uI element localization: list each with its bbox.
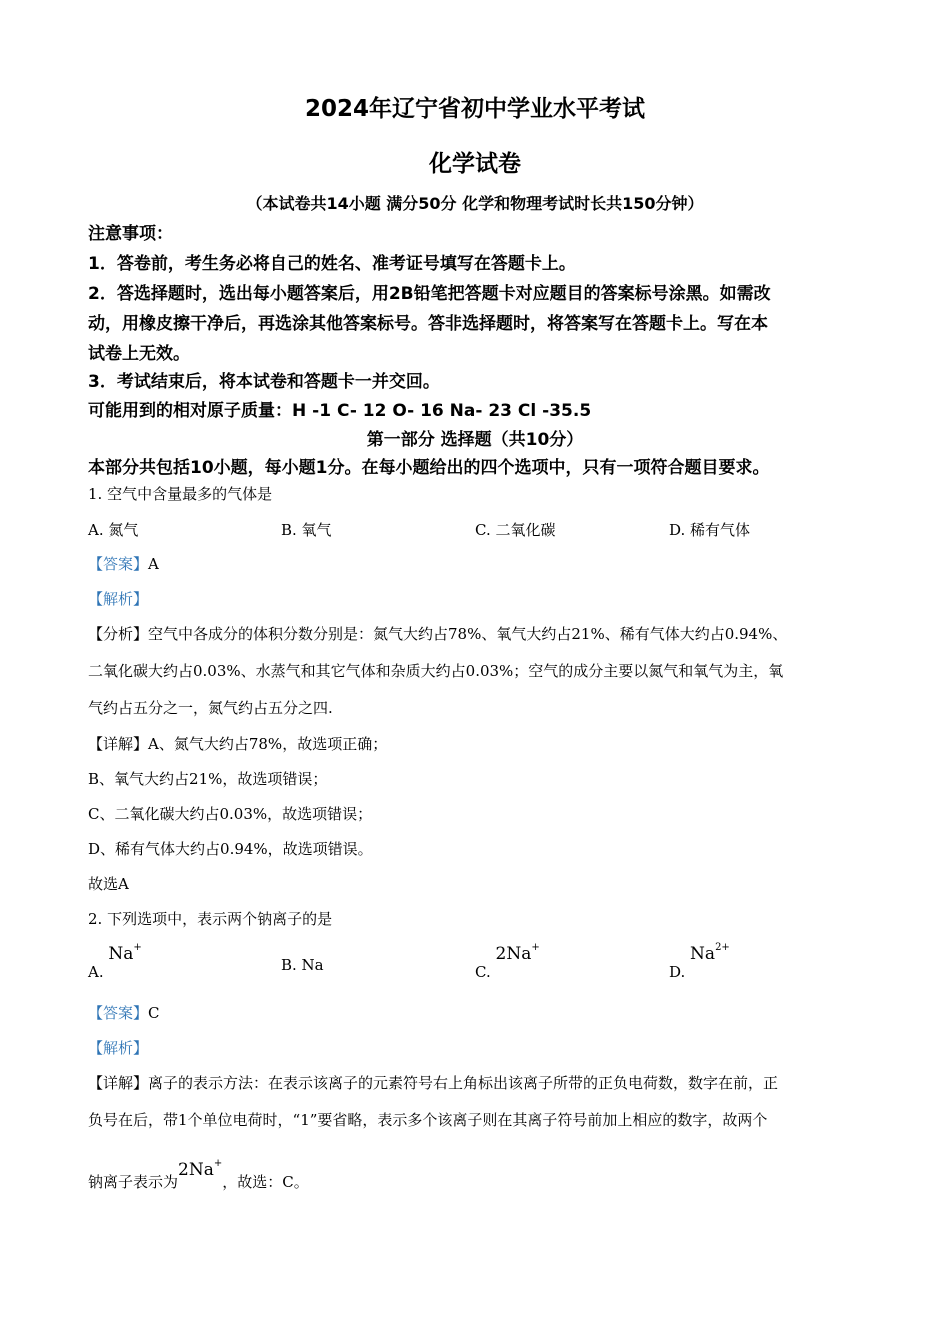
note-2-line-3: 试卷上无效。 — [88, 344, 190, 364]
detail-text: 离子的表示方法：在表示该离子的元素符号右上角标出该离子所带的正负电荷数，数字在前，正 — [148, 1074, 779, 1092]
question-1-option-a: A. 氮气 — [88, 521, 139, 539]
formula: Na — [690, 944, 716, 964]
question-2-detail-line-2: 负号在后，带1个单位电荷时，“1”要省略，表示多个该离子则在其离子符号前加上相应的数字，故两个 — [88, 1111, 768, 1129]
question-1-fenxi-line-1 — [88, 623, 787, 644]
fenxi-tag: 【分析】 — [88, 625, 149, 643]
notes-heading: 注意事项： — [88, 224, 173, 244]
question-1-detail-line-3: C、二氧化碳大约占0.03%，故选项错误； — [88, 805, 373, 823]
formula: Na — [108, 944, 134, 964]
fenxi-text: 空气中各成分的体积分数分别是：氮气大约占78%、氧气大约占21%、稀有气体大约占0.94%、 — [148, 625, 788, 643]
question-2-option-b: B. Na — [281, 956, 324, 974]
formula-charge: + — [213, 1158, 223, 1169]
question-2-stem: 2. 下列选项中，表示两个钠离子的是 — [88, 910, 333, 928]
detail-tag: 【详解】 — [88, 735, 149, 753]
exam-info: （本试卷共14小题 满分50分 化学和物理考试时长共150分钟） — [246, 194, 704, 213]
question-1-option-b: B. 氧气 — [281, 521, 332, 539]
question-1-option-c: C. 二氧化碳 — [475, 521, 556, 539]
detail-text: 钠离子表示为 — [88, 1173, 179, 1191]
question-1-option-d: D. 稀有气体 — [669, 521, 751, 539]
answer-value: C — [148, 1004, 160, 1022]
answer-value: A — [148, 555, 159, 573]
question-1-stem: 1. 空气中含量最多的气体是 — [88, 485, 273, 503]
question-2-option-d — [669, 942, 730, 981]
question-1-conclusion: 故选A — [88, 875, 129, 893]
formula: 2Na — [178, 1160, 214, 1180]
formula-charge: 2+ — [715, 942, 730, 953]
question-2-analysis-tag: 【解析】 — [88, 1039, 149, 1057]
question-1-fenxi-line-2: 二氧化碳大约占0.03%、水蒸气和其它气体和杂质大约占0.03%；空气的成分主要以氮气和氧气为主，氧 — [88, 662, 784, 680]
note-3: 3．考试结束后，将本试卷和答题卡一并交回。 — [88, 372, 440, 392]
atomic-masses: 可能用到的相对原子质量：H -1 C- 12 O- 16 Na- 23 Cl -35.5 — [88, 401, 592, 421]
question-2-option-c — [475, 942, 540, 981]
option-label: C. — [475, 963, 491, 981]
question-1-answer — [88, 553, 159, 574]
part-heading: 第一部分 选择题（共10分） — [366, 430, 584, 450]
option-label: A. — [88, 963, 104, 981]
detail-text: A、氮气大约占78%，故选项正确； — [148, 735, 388, 753]
question-1-detail-line-2: B、氧气大约占21%，故选项错误； — [88, 770, 328, 788]
option-label: D. — [669, 963, 686, 981]
exam-subtitle: 化学试卷 — [429, 151, 521, 177]
formula-charge: + — [133, 942, 142, 953]
question-1-detail-line-1 — [88, 733, 387, 754]
answer-tag: 【答案】 — [88, 1004, 149, 1022]
question-1-detail-line-4: D、稀有气体大约占0.94%，故选项错误。 — [88, 840, 373, 858]
note-2-line-1: 2．答选择题时，选出每小题答案后，用2B铅笔把答题卡对应题目的答案标号涂黑。如需改 — [88, 284, 771, 304]
question-2-detail-line-1 — [88, 1072, 778, 1093]
answer-tag: 【答案】 — [88, 555, 149, 573]
formula-charge: + — [531, 942, 540, 953]
question-1-analysis-tag: 【解析】 — [88, 590, 149, 608]
exam-title: 2024年辽宁省初中学业水平考试 — [304, 96, 645, 122]
note-1: 1．答卷前，考生务必将自己的姓名、准考证号填写在答题卡上。 — [88, 254, 576, 274]
question-1-fenxi-line-3: 气约占五分之一，氮气约占五分之四. — [88, 699, 333, 717]
question-2-detail-line-3 — [88, 1158, 309, 1192]
part-instruction: 本部分共包括10小题，每小题1分。在每小题给出的四个选项中，只有一项符合题目要求。 — [88, 458, 770, 478]
detail-text-end: ，故选：C。 — [222, 1173, 309, 1191]
question-2-option-a — [88, 942, 142, 981]
note-2-line-2: 动，用橡皮擦干净后，再选涂其他答案标号。答非选择题时，将答案写在答题卡上。写在本 — [88, 314, 768, 334]
detail-tag: 【详解】 — [88, 1074, 149, 1092]
formula: 2Na — [495, 944, 532, 964]
question-2-answer — [88, 1002, 160, 1023]
